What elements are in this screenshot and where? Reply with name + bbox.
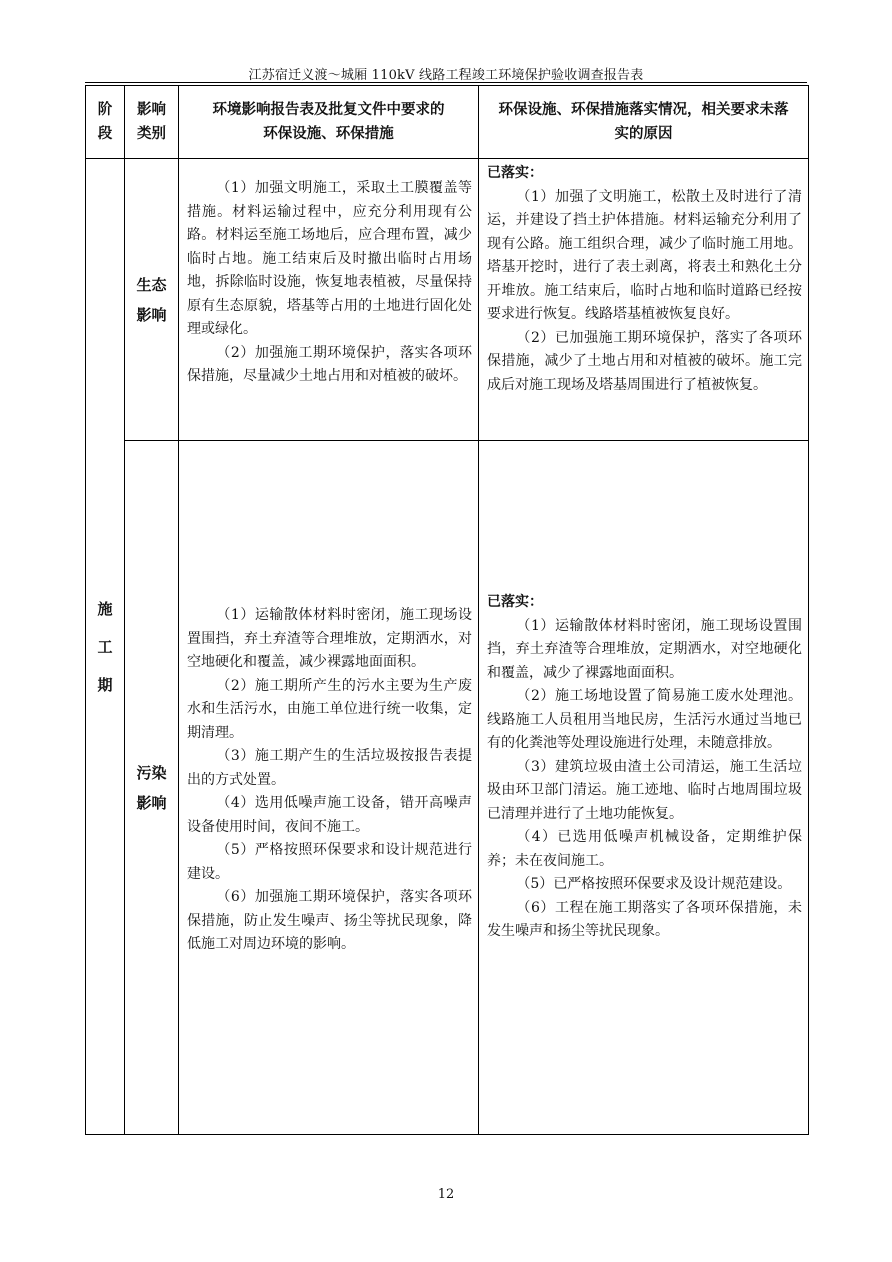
requirement-item: （1）加强文明施工，采取土工膜覆盖等措施。材料运输过程中，应充分利用现有公路。材料运至施工场地后，应合理布置，减少临时占地。施工结束后及时撤出临时占用场地，拆除临时设施，恢复地表植被，尽量保持原有生态原貌，塔基等占用的土地进行固化处理或绿化。 <box>187 180 472 337</box>
category-cell-pollution <box>125 441 179 1135</box>
implementation-item: （2）已加强施工期环境保护，落实了各项环保措施，减少了土地占用和对植被的破坏。施工完成后对施工现场及塔基周围进行了植被恢复。 <box>487 329 802 393</box>
requirements-cell-ecological <box>179 159 479 441</box>
category-line: 生态 <box>136 275 167 294</box>
category-cell-ecological <box>125 159 179 441</box>
stage-column-header <box>86 86 125 159</box>
acceptance-table <box>85 85 809 1135</box>
status-label: 已落实： <box>487 165 543 181</box>
stage-char: 施 <box>97 599 113 618</box>
header-rule <box>85 82 807 83</box>
running-header: 江苏宿迁义渡～城厢 110kV 线路工程竣工环境保护验收调查报告表 <box>248 68 644 83</box>
table-row-pollution <box>86 441 809 1135</box>
table-header-row <box>86 86 809 159</box>
category-column-header <box>125 86 179 159</box>
requirement-item: （6）加强施工期环境保护，落实各项环保措施，防止发生噪声、扬尘等扰民现象，降低施工对周边环境的影响。 <box>187 889 472 952</box>
implementation-cell-pollution <box>479 441 809 1135</box>
implementation-item: （3）建筑垃圾由渣土公司清运，施工生活垃圾由环卫部门清运。施工迹地、临时占地周围垃圾已清理并进行了土地功能恢复。 <box>487 758 802 822</box>
requirements-column-header <box>179 86 479 159</box>
requirement-item: （4）选用低噪声施工设备，错开高噪声设备使用时间，夜间不施工。 <box>187 795 472 835</box>
requirement-item: （1）运输散体材料时密闭，施工现场设置围挡，弃土弃渣等合理堆放，定期洒水，对空地硬化和覆盖，减少裸露地面面积。 <box>187 607 472 670</box>
table-row-ecological <box>86 159 809 441</box>
stage-cell <box>86 159 125 1135</box>
stage-char: 工 <box>97 637 113 656</box>
requirements-header-line: 环境影响报告表及批复文件中要求的 <box>212 101 445 118</box>
implementation-item: （5）已严格按照环保要求及设计规范建设。 <box>516 876 792 892</box>
category-line: 污染 <box>136 763 167 782</box>
requirements-cell-pollution <box>179 441 479 1135</box>
implementation-item: （4）已选用低噪声机械设备，定期维护保养；未在夜间施工。 <box>487 829 802 869</box>
requirement-item: （2）施工期所产生的污水主要为生产废水和生活污水，由施工单位进行统一收集，定期清理。 <box>187 677 472 741</box>
page-number: 12 <box>437 1187 455 1202</box>
implementation-item: （6）工程在施工期落实了各项环保措施，未发生噪声和扬尘等扰民现象。 <box>487 899 802 939</box>
status-label: 已落实： <box>487 594 543 610</box>
implementation-cell-ecological <box>479 159 809 441</box>
stage-header-char: 阶 <box>97 101 113 118</box>
category-line: 影响 <box>136 793 167 812</box>
implementation-header-line: 实的原因 <box>614 125 673 142</box>
category-header-line: 类别 <box>137 125 166 142</box>
requirement-item: （2）加强施工期环境保护，落实各项环保措施，尽量减少土地占用和对植被的破坏。 <box>187 344 472 384</box>
stage-char: 期 <box>97 675 113 694</box>
stage-header-char: 段 <box>97 125 113 142</box>
implementation-item: （2）施工场地设置了简易施工废水处理池。线路施工人员租用当地民房，生活污水通过当地已有的化粪池等处理设施进行处理，未随意排放。 <box>487 688 802 751</box>
implementation-item: （1）加强了文明施工，松散土及时进行了清运，并建设了挡土护体措施。材料运输充分利用了现有公路。施工组织合理，减少了临时施工用地。塔基开挖时，进行了表土剥离，将表土和熟化土分开堆放。施工结束后，临时占地和临时道路已经按要求进行恢复。线路塔基植被恢复良好。 <box>487 188 802 322</box>
implementation-item: （1）运输散体材料时密闭，施工现场设置围挡，弃土弃渣等合理堆放，定期洒水，对空地硬化和覆盖，减少了裸露地面面积。 <box>487 617 802 681</box>
requirements-header-line: 环保设施、环保措施 <box>263 125 394 142</box>
requirement-item: （5）严格按照环保要求和设计规范进行建设。 <box>187 842 472 882</box>
category-header-line: 影响 <box>137 101 166 118</box>
requirement-item: （3）施工期产生的生活垃圾按报告表提出的方式处置。 <box>187 748 472 788</box>
implementation-column-header <box>479 86 809 159</box>
implementation-header-line: 环保设施、环保措施落实情况，相关要求未落 <box>498 101 789 118</box>
category-line: 影响 <box>136 305 167 324</box>
